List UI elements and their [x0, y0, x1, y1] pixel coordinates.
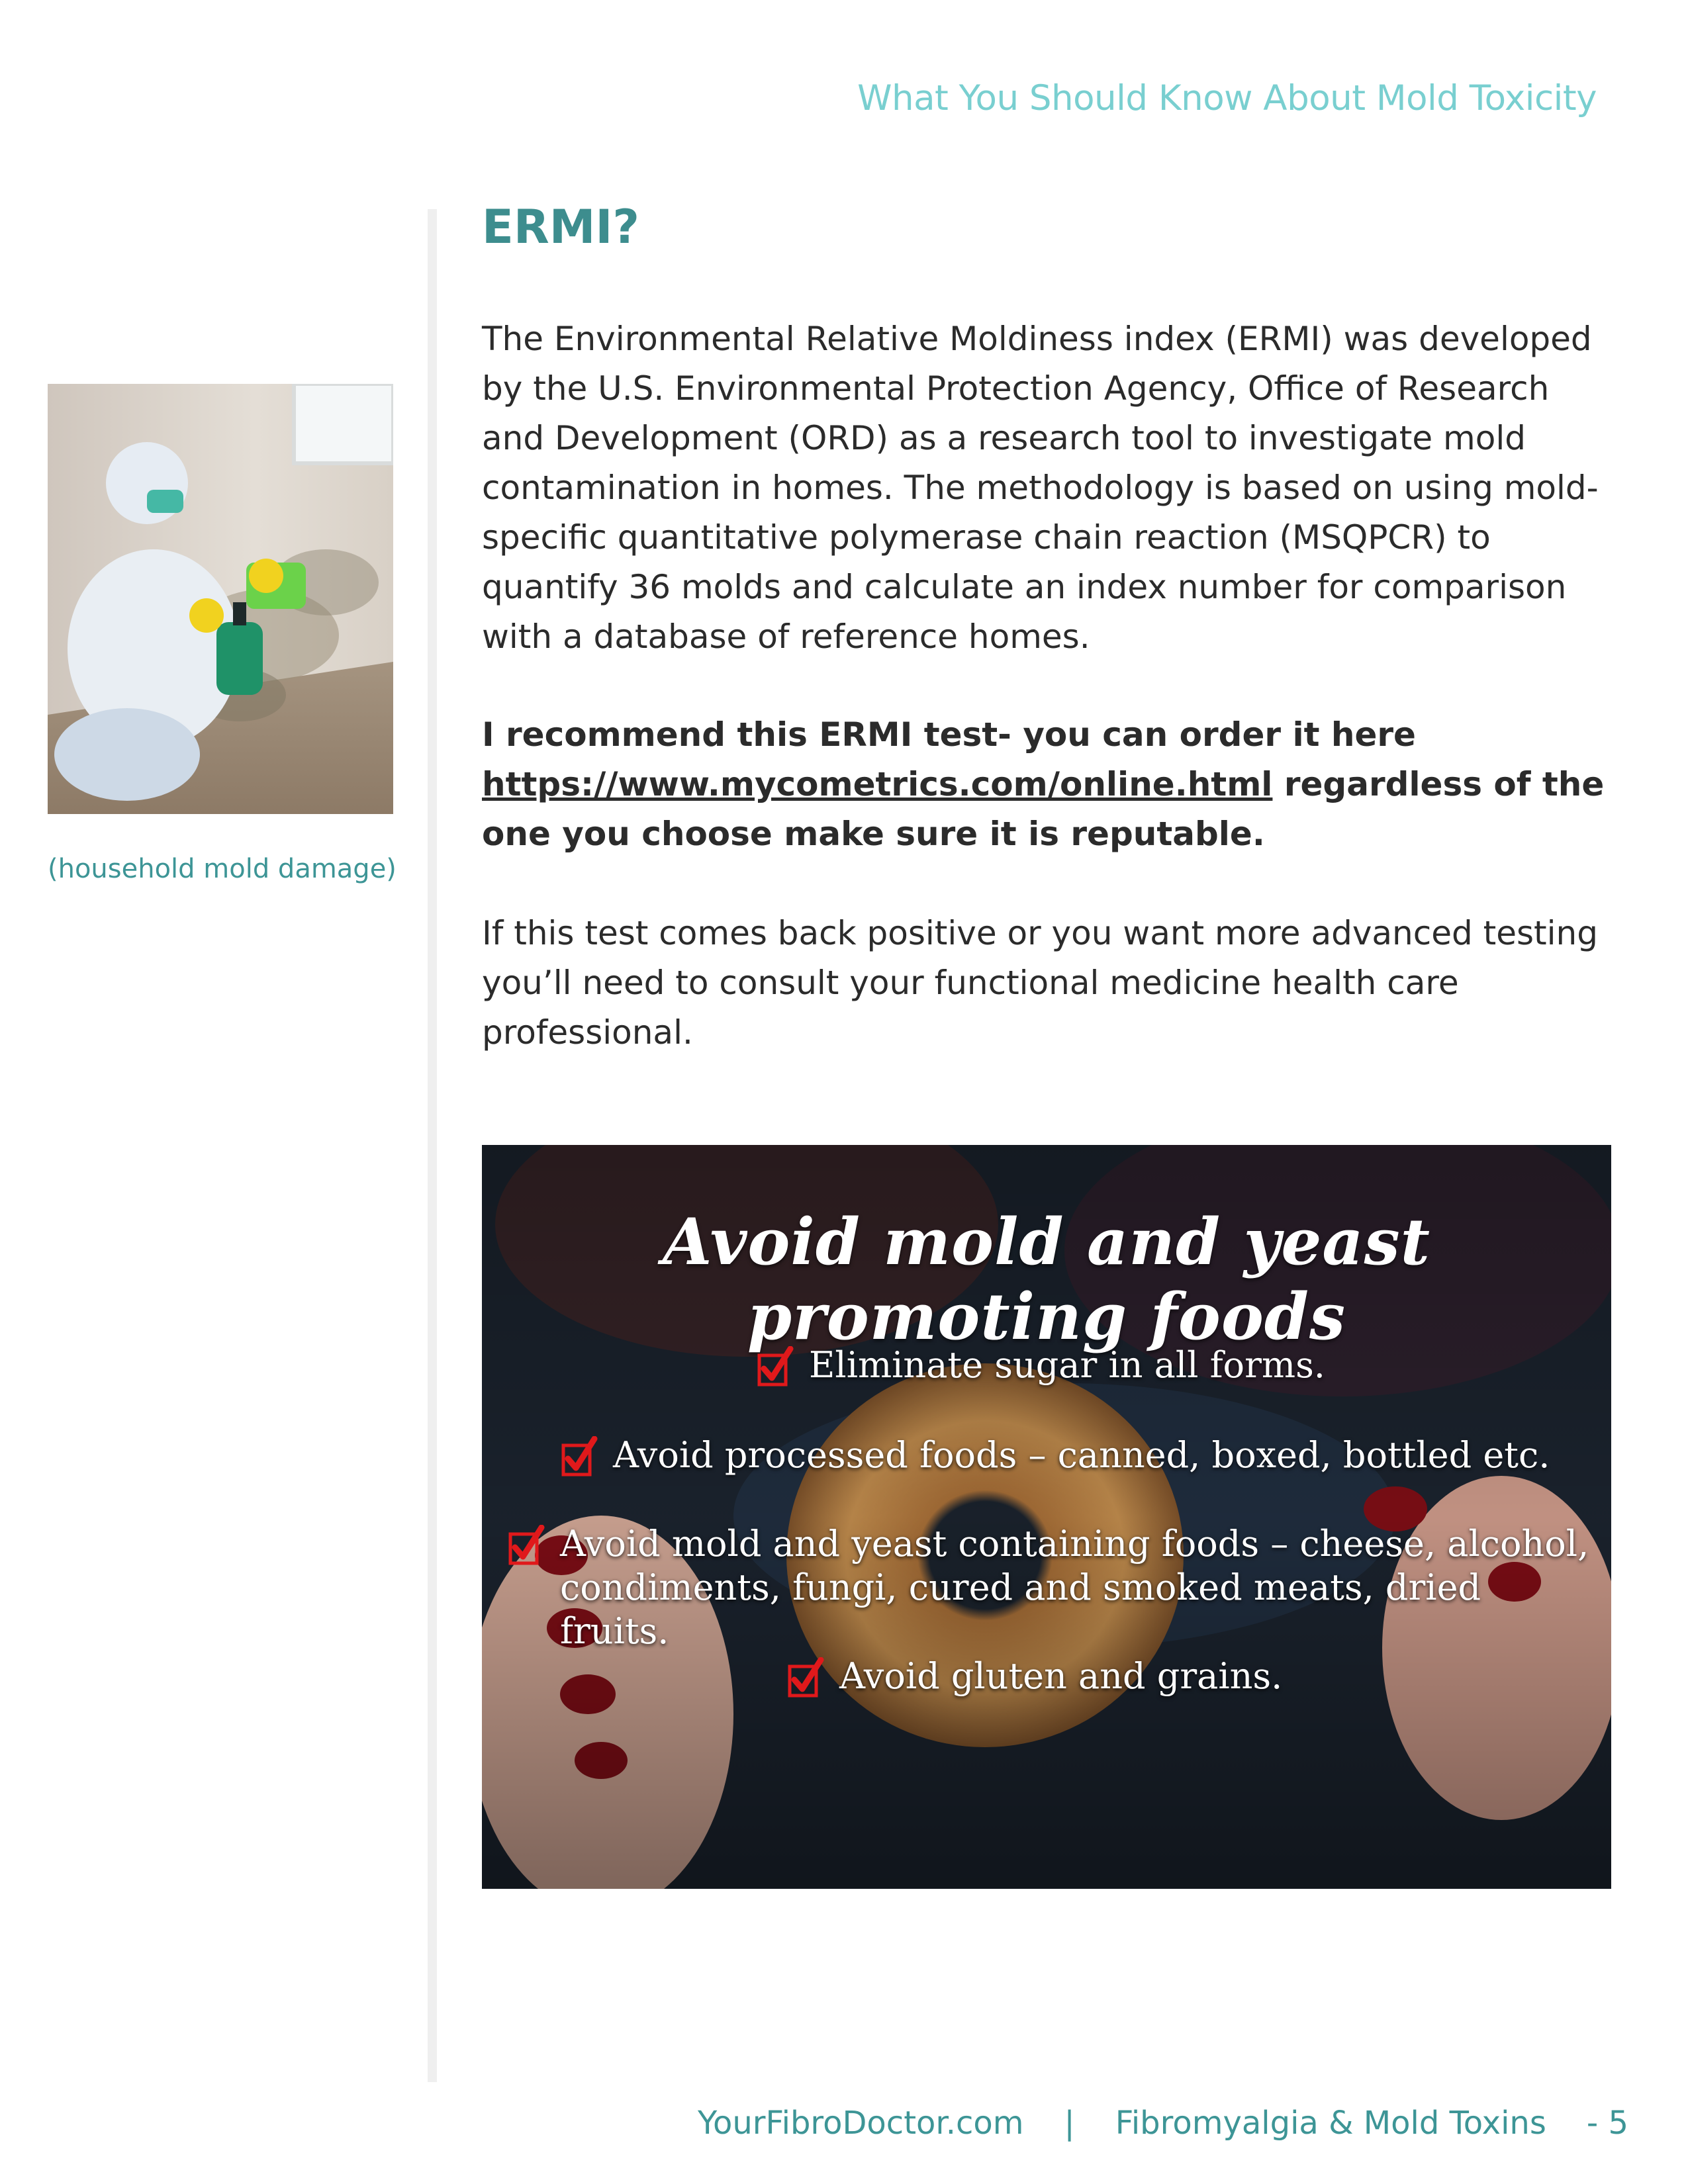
- recommendation-paragraph: [482, 710, 1620, 859]
- recommendation-lead: I recommend this ERMI test- you can order it here: [482, 715, 1416, 754]
- banner-item-text: Avoid gluten and grains.: [839, 1655, 1283, 1697]
- footer-separator: |: [1064, 2105, 1075, 2142]
- banner-item-text: Avoid processed foods – canned, boxed, bottled etc.: [613, 1434, 1550, 1476]
- red-checkbox-icon: [561, 1436, 598, 1477]
- red-checkbox-icon: [757, 1346, 794, 1387]
- ermi-description-paragraph: The Environmental Relative Moldiness index (ERMI) was developed by the U.S. Environmental Protection Agency, Office of Research and Development (ORD) as a research tool to investigate mold contamination in homes. The methodology is based on using mold-specific quantitative polymerase chain reaction (MSQPCR) to quantify 36 molds and calculate an index number for comparison with a database of reference homes.: [482, 320, 1599, 656]
- red-checkbox-icon: [508, 1525, 545, 1566]
- column-divider: [428, 209, 437, 2082]
- banner-list-item: [508, 1522, 1594, 1653]
- banner-item-text: Avoid mold and yeast containing foods – cheese, alcohol, condiments, fungi, cured and smoked meats, dried fruits.: [560, 1523, 1589, 1652]
- mycometrics-link[interactable]: https://www.mycometrics.com/online.html: [482, 765, 1273, 803]
- photo-caption: (household mold damage): [48, 854, 397, 884]
- red-checkbox-icon: [788, 1657, 825, 1698]
- banner-list-item: [788, 1655, 1516, 1698]
- banner-item-text: Eliminate sugar in all forms.: [809, 1344, 1325, 1386]
- footer-site: YourFibroDoctor.com: [698, 2105, 1024, 2142]
- footer-book-title: Fibromyalgia & Mold Toxins: [1115, 2105, 1546, 2142]
- running-header: What You Should Know About Mold Toxicity: [857, 78, 1597, 118]
- avoid-foods-banner: [482, 1145, 1611, 1889]
- banner-list-item: [561, 1433, 1568, 1477]
- footer-page-number: - 5: [1586, 2105, 1628, 2142]
- banner-title: Avoid mold and yeast promoting foods: [662, 1205, 1431, 1354]
- mold-cleaning-photo: [48, 384, 393, 814]
- page-footer: [698, 2105, 1628, 2142]
- banner-list-item: [757, 1343, 1552, 1387]
- section-title: ERMI?: [482, 200, 640, 254]
- recommendation-tail: regardless of the one you choose make sure it is reputable.: [482, 765, 1605, 853]
- advanced-testing-paragraph: If this test comes back positive or you want more advanced testing you’ll need to consult your functional medicine health care professional.: [482, 914, 1598, 1052]
